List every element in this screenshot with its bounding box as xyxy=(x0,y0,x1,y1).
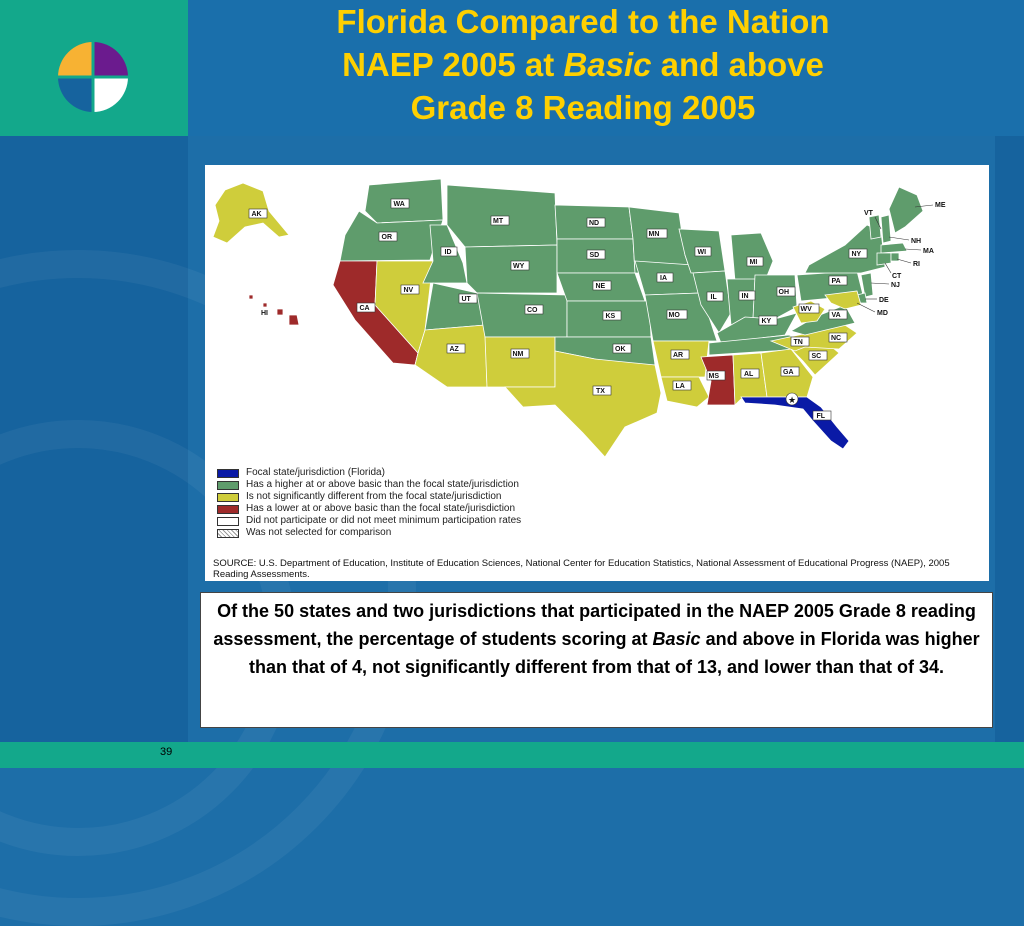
label-OR xyxy=(379,232,397,241)
us-states-map xyxy=(205,165,989,465)
label-text-HI: HI xyxy=(261,310,268,317)
label-text-OR: OR xyxy=(381,234,392,241)
page-title xyxy=(188,0,978,129)
label-text-GA: GA xyxy=(783,369,794,376)
page-number: 39 xyxy=(160,746,173,758)
legend-swatch-higher xyxy=(217,481,239,490)
label-text-AZ: AZ xyxy=(449,346,459,353)
label-CT-line xyxy=(885,263,902,280)
legend-swatch-not-selected xyxy=(217,529,239,538)
label-CO xyxy=(525,305,543,314)
label-MA-line xyxy=(905,248,934,255)
label-NC xyxy=(829,333,847,342)
legend-label-higher: Has a higher at or above basic than the focal state/jurisdiction xyxy=(246,479,519,490)
label-text-MS: MS xyxy=(708,373,719,380)
legend-swatch-focal xyxy=(217,469,239,478)
state-MA xyxy=(881,243,907,253)
label-MS xyxy=(707,371,725,380)
label-UT xyxy=(459,294,477,303)
label-ID xyxy=(441,247,457,256)
svg-text:★: ★ xyxy=(788,395,797,405)
label-MI xyxy=(747,257,763,266)
legend-label-not-different: Is not significantly different from the focal state/jurisdiction xyxy=(246,491,502,502)
legend-item-focal xyxy=(217,467,521,479)
label-text-MI: MI xyxy=(749,259,758,266)
label-text-KY: KY xyxy=(761,318,772,325)
legend-swatch-not-different xyxy=(217,493,239,502)
quadrant-logo-icon xyxy=(58,42,128,112)
label-NJ-line xyxy=(871,282,900,289)
title-line-2 xyxy=(188,43,978,86)
label-text-WY: WY xyxy=(513,263,525,270)
title-line-3: Grade 8 Reading 2005 xyxy=(410,89,756,126)
background-band-right xyxy=(995,136,1024,742)
label-text-MD: MD xyxy=(877,310,888,317)
label-text-NJ: NJ xyxy=(891,282,900,289)
label-text-CA: CA xyxy=(359,305,370,312)
label-text-IL: IL xyxy=(710,294,717,301)
legend-item-not-different xyxy=(217,491,521,503)
label-ND xyxy=(587,218,605,227)
label-KS xyxy=(603,311,621,320)
label-text-LA: LA xyxy=(675,383,685,390)
label-NV xyxy=(401,285,419,294)
state-CO xyxy=(477,293,567,337)
label-SC xyxy=(809,351,827,360)
label-TX xyxy=(593,386,611,395)
title-line-2-prefix: NAEP 2005 at xyxy=(342,46,564,83)
title-line-1: Florida Compared to the Nation xyxy=(336,3,830,40)
legend-item-not-selected xyxy=(217,527,521,539)
label-GA xyxy=(781,367,799,376)
label-IA xyxy=(657,273,673,282)
label-IN xyxy=(739,291,755,300)
state-OH xyxy=(753,275,797,321)
label-OK xyxy=(613,344,631,353)
label-text-TX: TX xyxy=(596,388,605,395)
label-IL xyxy=(707,292,723,301)
label-text-WV: WV xyxy=(800,306,812,313)
label-RI-line xyxy=(897,259,920,268)
map-panel xyxy=(205,165,989,581)
map-legend xyxy=(217,467,521,539)
state-AZ xyxy=(415,325,487,387)
label-AZ xyxy=(447,344,465,353)
label-text-WA: WA xyxy=(393,201,405,208)
label-text-PA: PA xyxy=(831,278,841,285)
label-text-KS: KS xyxy=(605,313,616,320)
source-note: SOURCE: U.S. Department of Education, Institute of Education Sciences, National Center for Education Statistics, National Assessment of Educational Progress (NAEP), 2005 Reading Assessments. xyxy=(213,558,950,580)
label-text-NE: NE xyxy=(595,283,606,290)
title-line-2-emphasis: Basic xyxy=(563,46,652,83)
label-text-SD: SD xyxy=(589,252,600,259)
title-line-2-suffix: and above xyxy=(651,46,824,83)
legend-item-higher xyxy=(217,479,521,491)
legend-label-not-selected: Was not selected for comparison xyxy=(246,527,392,538)
label-WV xyxy=(799,304,819,313)
label-AL xyxy=(741,369,759,378)
label-text-CT: CT xyxy=(892,273,902,280)
label-text-IA: IA xyxy=(660,275,667,282)
caption-text-post: and above in Florida was higher than that of 4, not significantly different from that of 13, and lower than that of 34. xyxy=(248,629,980,677)
label-WI xyxy=(695,247,711,256)
label-MN xyxy=(647,229,667,238)
label-text-WI: WI xyxy=(697,249,707,256)
state-ME xyxy=(889,187,923,233)
label-text-SC: SC xyxy=(811,353,822,360)
label-FL xyxy=(813,411,831,420)
label-text-AK: AK xyxy=(251,211,262,218)
label-MD-line xyxy=(857,303,888,317)
state-VT xyxy=(869,215,881,239)
label-text-VA: VA xyxy=(831,312,841,319)
label-OH xyxy=(777,287,795,296)
label-text-ID: ID xyxy=(444,249,452,256)
label-SD xyxy=(587,250,605,259)
caption-text-emphasis: Basic xyxy=(652,629,701,649)
label-text-AR: AR xyxy=(673,352,684,359)
label-text-NM: NM xyxy=(512,351,524,358)
label-text-TN: TN xyxy=(793,339,803,346)
label-text-OH: OH xyxy=(778,289,789,296)
legend-swatch-lower xyxy=(217,505,239,514)
label-text-RI: RI xyxy=(913,261,920,268)
label-text-MA: MA xyxy=(923,248,934,255)
label-CA xyxy=(357,303,375,312)
label-AK xyxy=(249,209,267,218)
state-NM xyxy=(485,337,555,387)
label-text-MN: MN xyxy=(648,231,660,238)
label-NY xyxy=(849,249,867,258)
state-HI xyxy=(249,295,299,325)
label-text-DE: DE xyxy=(879,297,889,304)
label-AR xyxy=(671,350,689,359)
legend-swatch-did-not-participate xyxy=(217,517,239,526)
label-NE xyxy=(593,281,611,290)
label-text-OK: OK xyxy=(615,346,626,353)
legend-label-lower: Has a lower at or above basic than the focal state/jurisdiction xyxy=(246,503,516,514)
label-text-CO: CO xyxy=(527,307,538,314)
label-text-AL: AL xyxy=(744,371,754,378)
label-text-FL: FL xyxy=(816,413,826,420)
label-MO xyxy=(667,310,687,319)
label-text-MO: MO xyxy=(668,312,680,319)
legend-item-lower xyxy=(217,503,521,515)
state-NH xyxy=(881,215,891,243)
label-WA xyxy=(391,199,409,208)
label-text-ND: ND xyxy=(589,220,600,227)
label-text-IN: IN xyxy=(741,293,749,300)
label-WY xyxy=(511,261,529,270)
label-VA xyxy=(829,310,847,319)
capital-star-icon xyxy=(786,393,798,405)
label-text-NV: NV xyxy=(403,287,414,294)
label-text-NY: NY xyxy=(851,251,862,258)
label-LA xyxy=(673,381,691,390)
legend-item-did-not-participate xyxy=(217,515,521,527)
label-KY xyxy=(759,316,777,325)
label-MT xyxy=(491,216,509,225)
label-PA xyxy=(829,276,847,285)
summary-caption xyxy=(200,592,993,728)
label-text-NH: NH xyxy=(911,238,922,245)
state-RI xyxy=(891,253,899,261)
label-text-VT: VT xyxy=(864,210,873,217)
label-text-MT: MT xyxy=(493,218,504,225)
footer-bar xyxy=(0,742,1024,768)
label-text-ME: ME xyxy=(935,202,946,209)
caption-text-pre: Of the 50 states and two jurisdictions that participated in the NAEP 2005 Grade 8 reading assessment, the percentage of students scoring at xyxy=(213,601,976,649)
state-CT xyxy=(877,253,891,265)
label-TN xyxy=(791,337,809,346)
label-text-NC: NC xyxy=(831,335,842,342)
label-DE-line xyxy=(865,297,889,304)
label-text-UT: UT xyxy=(461,296,471,303)
label-HI xyxy=(261,310,268,317)
label-NM xyxy=(511,349,529,358)
legend-label-did-not-participate: Did not participate or did not meet minimum participation rates xyxy=(246,515,522,526)
legend-label-focal: Focal state/jurisdiction (Florida) xyxy=(246,467,385,478)
